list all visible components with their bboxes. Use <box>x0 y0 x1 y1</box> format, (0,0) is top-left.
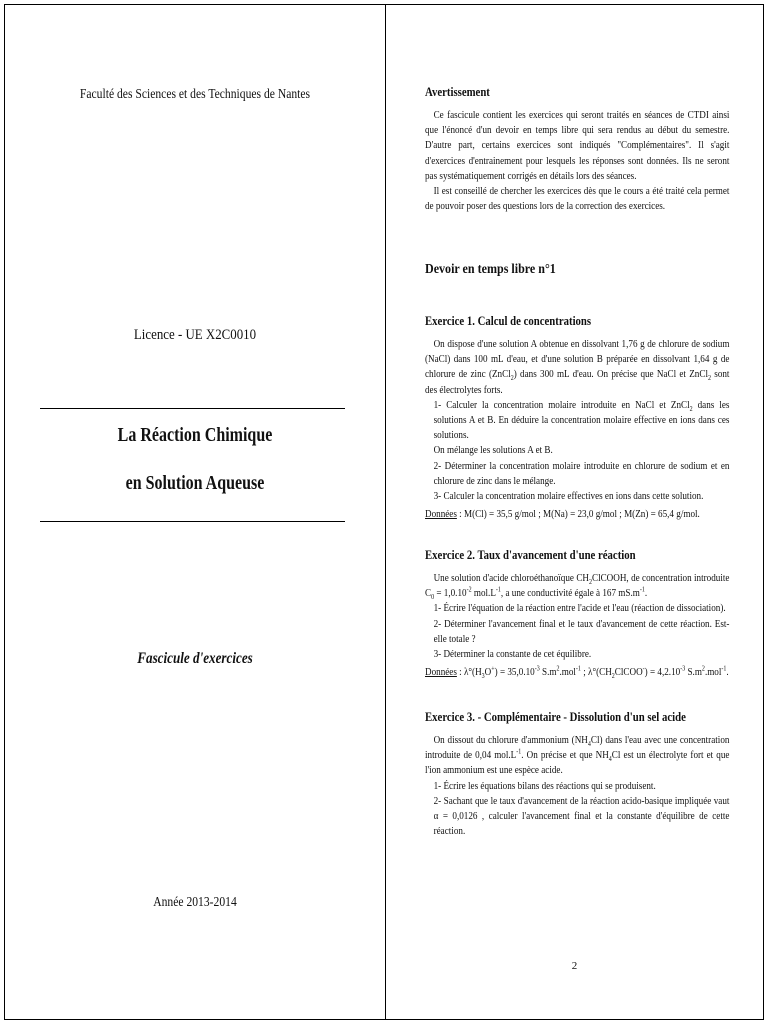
exercise-3-title: Exercice 3. - Complémentaire - Dissolution d'un sel acide <box>425 710 686 724</box>
avertissement-section <box>425 85 729 214</box>
faculty-name: Faculté des Sciences et des Techniques de Nantes <box>79 86 311 101</box>
title-rule-bottom <box>40 521 345 522</box>
exercise-2-question-2: 2- Déterminer l'avancement final et le taux d'avancement de cette réaction. Est-elle totale ? <box>433 618 730 645</box>
page-number: 2 <box>571 960 578 972</box>
exercise-1-intro: On dispose d'une solution A obtenue en dissolvant 1,76 g de chlorure de sodium (NaCl) dans 100 mL d'eau, et d'une solution B préparée en dissolvant 1,64 g de chlorure de zinc (ZnCl$_2$) dans 300 mL d'eau. On précise que NaCl et ZnCl$_2$ sont des électrolytes forts. <box>425 339 730 396</box>
exercise-3-question-1: 1- Écrire les équations bilans des réactions qui se produisent. <box>433 780 656 792</box>
avertissement-paragraph-2: Il est conseillé de chercher les exercices dès que le cours a été traité cela permet de pouvoir poser des questions lors de la correction des exercices. <box>425 186 730 213</box>
devoir-title: Devoir en temps libre n°1 <box>425 262 556 277</box>
cover-title-line2: en Solution Aqueuse <box>125 472 265 494</box>
academic-year: Année 2013-2014 <box>153 894 237 909</box>
content-page <box>385 4 764 1020</box>
exercise-2 <box>425 548 729 680</box>
cover-subtitle: Fascicule d'exercices <box>137 650 253 667</box>
course-code: Licence - UE X2C0010 <box>133 327 257 343</box>
exercise-2-question-1: 1- Écrire l'équation de la réaction entre l'acide et l'eau (réaction de dissociation). <box>433 603 726 615</box>
exercise-1-title: Exercice 1. Calcul de concentrations <box>425 314 592 328</box>
exercise-1-mix: On mélange les solutions A et B. <box>433 445 553 457</box>
title-rule-top <box>40 408 345 409</box>
exercise-3-intro: On dissout du chlorure d'ammonium $(NH_4Cl)$ dans l'eau avec une concentration introduite de 0,04 $mol.L^{-1}$. On précise et que $NH_4Cl$ est un électrolyte fort et que l'ion ammonium est une espèce acide. <box>425 735 730 777</box>
exercise-3 <box>425 710 729 839</box>
exercise-1-question-1: 1- Calculer la concentration molaire introduite en NaCl et ZnCl$_2$ dans les solutions A et B. En déduire la concentration molaire effective en ions dans ces solutions. <box>433 399 730 442</box>
exercise-1-question-2: 2- Déterminer la concentration molaire introduite en chlorure de sodium et en chlorure de zinc dans le mélange. <box>433 460 730 487</box>
exercise-2-intro: Une solution d'acide chloroéthanoïque $CH_2ClCOOH$, de concentration introduite $C_0 = 1,0.10^{-2}$ $mol.L^{-1}$, a une conductivité égale à 167 $mS.m^{-1}$. <box>425 573 730 602</box>
exercise-3-question-2: 2- Sachant que le taux d'avancement de la réaction acido-basique impliquée vaut α = 0,0126 , calculer l'avancement final et la constante d'équilibre de cette réaction. <box>433 795 730 838</box>
cover-title-line1: La Réaction Chimique <box>117 424 273 446</box>
avertissement-title: Avertissement <box>425 85 490 99</box>
exercise-1-question-3: 3- Calculer la concentration molaire effectives en ions dans cette solution. <box>433 491 704 503</box>
exercise-2-question-3: 3- Déterminer la constante de cet équilibre. <box>433 649 592 661</box>
exercise-2-title: Exercice 2. Taux d'avancement d'une réaction <box>425 548 636 562</box>
cover-page <box>4 4 386 1020</box>
exercise-1 <box>425 314 729 522</box>
devoir-section <box>425 262 729 278</box>
exercise-1-data: Données : M(Cl) = 35,5 g/mol ; M(Na) = 23,0 g/mol ; M(Zn) = 65,4 g/mol. <box>425 509 700 521</box>
exercise-2-data: Données : $\lambda^\circ(H_3O^+) = 35,0.10^{-3}$ $S.m^2.mol^{-1}$ ; $\lambda^\circ(CH_2ClCOO^-) = 4,2.10^{-3}$ $S.m^2.mol^{-1}$. <box>425 664 729 681</box>
avertissement-paragraph-1: Ce fascicule contient les exercices qui seront traités en séances de CTDI ainsi que l'énoncé d'un devoir en temps libre qui sera rendus au début du semestre. D'autre part, certains exercices sont indiqués "Complémentaires". Il s'agit d'exercices d'entrainement pour lesquels les réponses sont données. Ils ne seront pas systématiquement corrigés en détails lors des séances. <box>425 110 730 182</box>
